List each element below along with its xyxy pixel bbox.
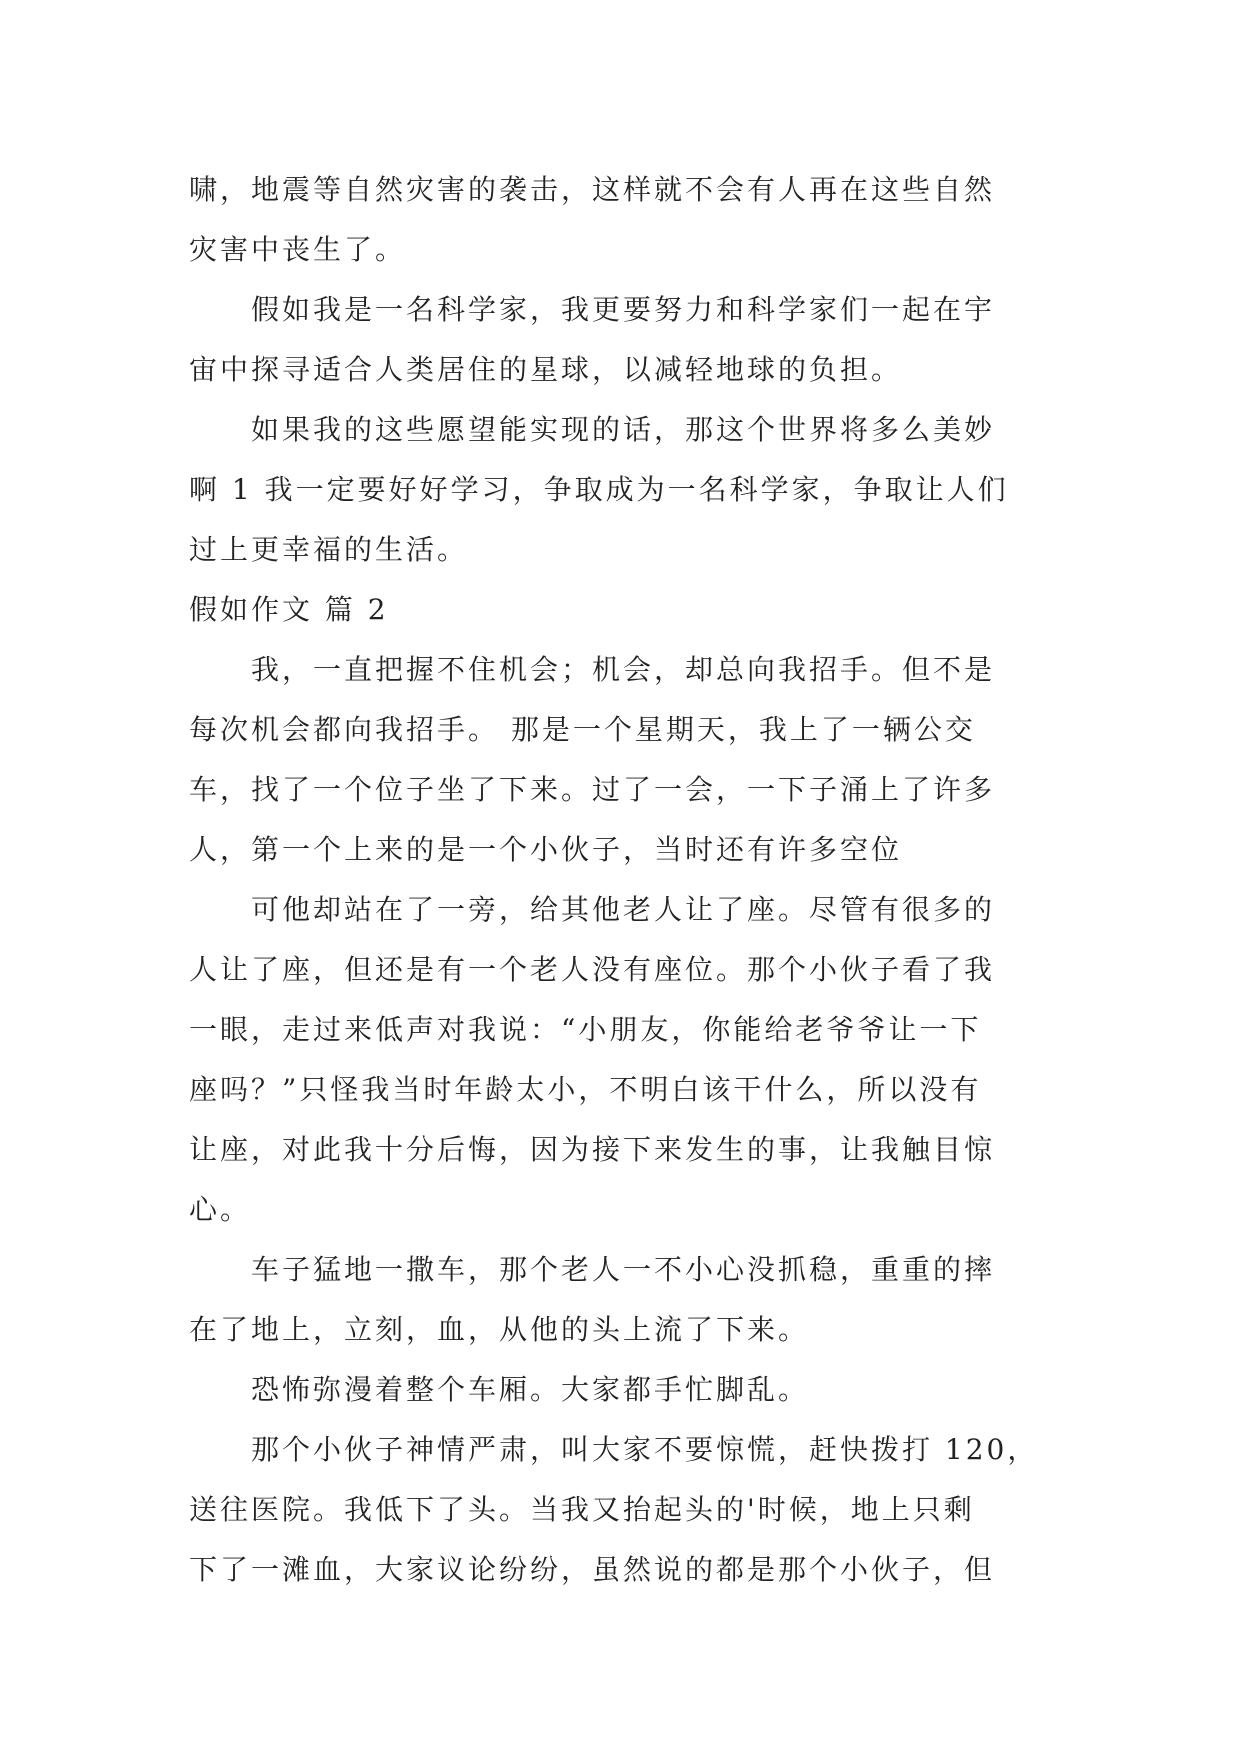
- text-line: 那个小伙子神情严肃，叫大家不要惊慌，赶快拨打 120，: [251, 1433, 1039, 1466]
- text-line: 可他却站在了一旁，给其他老人让了座。尽管有很多的: [251, 893, 996, 926]
- text-line: 啊 1 我一定要好好学习，争取成为一名科学家，争取让人们: [189, 473, 1009, 506]
- text-line: 宙中探寻适合人类居住的星球，以减轻地球的负担。: [189, 353, 903, 386]
- text-line: 车，找了一个位子坐了下来。过了一会，一下子涌上了许多: [189, 773, 996, 806]
- text-line: 如果我的这些愿望能实现的话，那这个世界将多么美妙: [251, 413, 996, 446]
- text-line: 灾害中丧生了。: [189, 233, 407, 266]
- text-line: 车子猛地一撒车，那个老人一不小心没抓稳，重重的摔: [251, 1253, 996, 1286]
- text-line: 假如我是一名科学家，我更要努力和科学家们一起在宇: [251, 293, 996, 326]
- document-body: [189, 160, 1049, 1600]
- text-line: 座吗？”只怪我当时年龄太小，不明白该干什么，所以没有: [189, 1073, 982, 1106]
- text-line: 啸，地震等自然灾害的袭击，这样就不会有人再在这些自然: [189, 173, 996, 206]
- text-line: 每次机会都向我招手。 那是一个星期天，我上了一辆公交: [189, 713, 976, 746]
- text-line: 在了地上，立刻，血，从他的头上流了下来。: [189, 1313, 810, 1346]
- text-line: 送往医院。我低下了头。当我又抬起头的'时候，地上只剩: [189, 1493, 975, 1526]
- text-line: 一眼，走过来低声对我说：“小朋友，你能给老爷爷让一下: [189, 1013, 982, 1046]
- text-line: 恐怖弥漫着整个车厢。大家都手忙脚乱。: [251, 1373, 810, 1406]
- text-line: 让座，对此我十分后悔，因为接下来发生的事，让我触目惊: [189, 1133, 996, 1166]
- text-line: 过上更幸福的生活。: [189, 533, 469, 566]
- text-line: 人让了座，但还是有一个老人没有座位。那个小伙子看了我: [189, 953, 996, 986]
- text-line: 心。: [189, 1193, 252, 1226]
- text-line: 假如作文 篇 2: [189, 593, 389, 626]
- text-line: 我，一直把握不住机会；机会，却总向我招手。但不是: [251, 653, 996, 686]
- text-line: 下了一滩血，大家议论纷纷，虽然说的都是那个小伙子，但: [189, 1553, 996, 1586]
- text-line: 人，第一个上来的是一个小伙子，当时还有许多空位: [189, 833, 903, 866]
